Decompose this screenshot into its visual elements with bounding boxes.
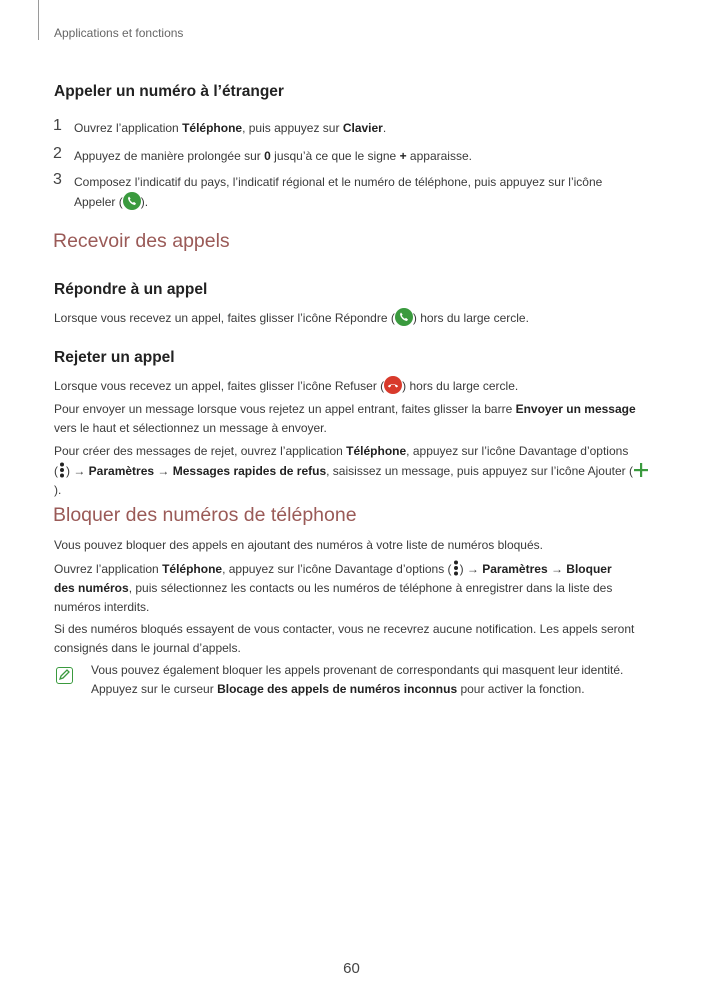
keypad-label: Clavier <box>342 121 383 135</box>
heading-answer-call: Répondre à un appel <box>54 281 208 298</box>
step-3: 3 Composez l’indicatif du pays, l’indicatif régional et le numéro de téléphone, puis appuyez sur l’icône Appeler ( ). <box>53 171 603 209</box>
step-2: 2 Appuyez de manière prolongée sur 0 jusqu’à ce que le signe + apparaisse. <box>53 145 472 163</box>
step-number: 1 <box>53 117 62 134</box>
step-number: 2 <box>53 145 62 162</box>
page-number: 60 <box>343 960 360 977</box>
reject-paragraph-3: Pour créer des messages de rejet, ouvrez l’application Téléphone, appuyez sur l’icône Davantage d’options ( ) → Paramètres → Messages rapides de refus, saisissez un message, puis appuyez sur l’icône Ajouter (). <box>54 442 654 500</box>
heading-call-abroad: Appeler un numéro à l’étranger <box>54 83 284 100</box>
answer-paragraph: Lorsque vous recevez un appel, faites glisser l’icône Répondre ( ) hors du large cercle. <box>54 308 654 328</box>
phone-call-icon <box>123 192 141 210</box>
reject-paragraph-1: Lorsque vous recevez un appel, faites glisser l’icône Refuser ( ) hors du large cercle. <box>54 376 654 396</box>
more-options-icon <box>58 461 66 479</box>
note-text: Vous pouvez également bloquer les appels provenant de correspondants qui masquent leur identité. Appuyez sur le curseur Blocage des appels de numéros inconnus pour activer la fonction. <box>91 663 624 696</box>
block-paragraph-1: Vous pouvez bloquer des appels en ajoutant des numéros à votre liste de numéros bloqués. <box>54 538 543 552</box>
heading-reject-call: Rejeter un appel <box>54 349 175 366</box>
send-message-bar-label: Envoyer un message <box>515 402 636 416</box>
heading-receive-calls: Recevoir des appels <box>53 230 230 252</box>
answer-icon <box>395 308 413 326</box>
block-paragraph-3: Si des numéros bloqués essayent de vous contacter, vous ne recevrez aucune notification. Les appels seront consignés dans le journal d’appels. <box>54 622 635 655</box>
add-icon <box>633 462 649 478</box>
step-number: 3 <box>53 171 62 188</box>
app-name: Téléphone <box>182 121 243 135</box>
unknown-numbers-toggle-label: Blocage des appels de numéros inconnus <box>217 682 458 696</box>
note-icon <box>56 667 73 684</box>
header-divider <box>38 0 39 40</box>
block-paragraph-2: Ouvrez l’application Téléphone, appuyez sur l’icône Davantage d’options ( ) → Paramètres → Bloquer des numéros, puis sélectionnez les contacts ou les numéros de téléphone à enregistrer dans la liste des numéros interdits. <box>54 559 654 617</box>
step-1: 1 Ouvrez l’application Téléphone, puis appuyez sur Clavier. <box>53 117 387 135</box>
heading-block-numbers: Bloquer des numéros de téléphone <box>53 504 357 526</box>
reject-paragraph-2: Pour envoyer un message lorsque vous rejetez un appel entrant, faites glisser la barre Envoyer un message vers le haut et sélectionnez un message à envoyer. <box>54 402 636 435</box>
decline-icon <box>384 376 402 394</box>
running-header: Applications et fonctions <box>54 26 184 40</box>
more-options-icon <box>452 559 460 577</box>
